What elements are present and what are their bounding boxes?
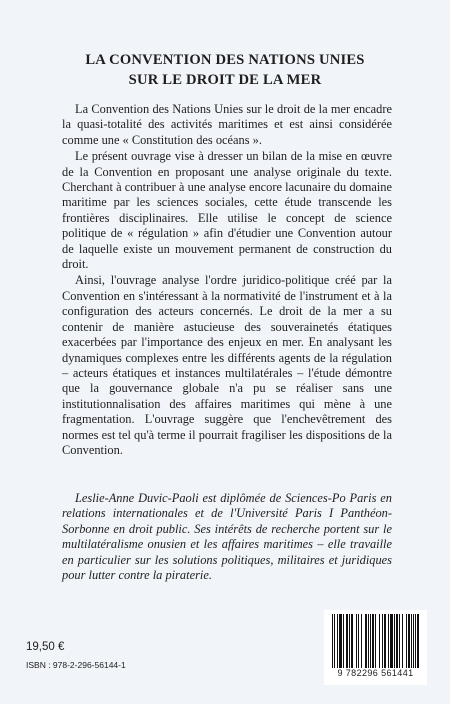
barcode-bar	[379, 614, 380, 668]
barcode-bar	[406, 614, 407, 668]
barcode-bar	[384, 614, 386, 668]
barcode-bar	[411, 614, 412, 668]
barcode-bar	[375, 614, 376, 668]
barcode-bar	[361, 614, 362, 668]
barcode-bar	[370, 614, 371, 668]
synopsis	[62, 102, 392, 459]
barcode-bar	[356, 614, 357, 668]
synopsis-paragraph: Le présent ouvrage vise à dresser un bilan de la mise en œuvre de la Convention en proposant une analyse originale du texte. Cherchant à contribuer à une analyse encore lacunaire du domaine maritime par les sciences sociales, cette étude transcende les frontières disciplinaires. Elle utilise le concept de science politique de « régulation » afin d'étudier une Convention autour de laquelle existe un mouvement permanent de construction du droit.	[62, 149, 392, 272]
barcode-bars	[332, 614, 419, 668]
author-bio	[62, 491, 392, 583]
barcode-bar	[334, 614, 335, 668]
barcode-bar	[390, 614, 393, 668]
barcode-digits: 9 782296 561441	[337, 668, 414, 678]
barcode-bar	[346, 614, 348, 668]
barcode-bar	[394, 614, 395, 668]
barcode-bar	[408, 614, 410, 668]
synopsis-paragraph: Ainsi, l'ouvrage analyse l'ordre juridico-politique créé par la Convention en s'intéressant à la normativité de l'instrument et à la configuration des acteurs concernés. Le droit de la mer a su contenir de manière astucieuse des souverainetés étatiques exacerbées par l'importance des enjeux en mer. En analysant les dynamiques complexes entre les différents agents de la régulation – acteurs étatiques et instances multilatérales – l'étude démontre que la gouvernance globale n'a pu se réaliser sans une institutionnalisation des affaires maritimes qui mène à une fragmentation. L'ouvrage suggère que l'enchevêtrement des normes est tel qu'à terme il pourrait fragiliser les dispositions de la Convention.	[62, 273, 392, 457]
barcode-bar	[343, 614, 344, 668]
author-bio-text: est diplômée de Sciences-Po Paris en relations internationales et de l'Université Paris I Panthéon-Sorbonne en droit public. Ses intérêts de recherche portent sur le multilatéralisme onusien et les affaires maritimes – elle travaille en particulier sur les solutions politiques, militaires et juridiques pour lutter contre la piraterie.	[62, 491, 392, 583]
book-title	[0, 50, 450, 90]
price: 19,50 €	[26, 641, 65, 653]
synopsis-paragraph: La Convention des Nations Unies sur le droit de la mer encadre la quasi-totalité des activités maritimes et est ainsi considérée comme une « Constitution des océans ».	[62, 102, 392, 147]
barcode-bar	[351, 614, 353, 668]
isbn: ISBN : 978-2-296-56144-1	[26, 660, 126, 670]
barcode-bar	[332, 614, 333, 668]
barcode-bar	[413, 614, 414, 668]
barcode-bar	[368, 614, 369, 668]
barcode-bar	[388, 614, 389, 668]
barcode	[324, 610, 427, 685]
barcode-bar	[372, 614, 374, 668]
barcode-bar	[396, 614, 398, 668]
barcode-bar	[339, 614, 342, 668]
author-name: Leslie-Anne Duvic-Paoli	[75, 491, 199, 505]
barcode-bar	[399, 614, 400, 668]
barcode-bar	[358, 614, 359, 668]
barcode-bar	[417, 614, 419, 668]
title-line-1: LA CONVENTION DES NATIONS UNIES	[85, 52, 365, 68]
barcode-bar	[349, 614, 350, 668]
barcode-bar	[402, 614, 403, 668]
barcode-bar	[337, 614, 338, 668]
barcode-bar	[415, 614, 416, 668]
barcode-bar	[382, 614, 383, 668]
barcode-bar	[365, 614, 367, 668]
title-line-2: SUR LE DROIT DE LA MER	[128, 72, 322, 88]
